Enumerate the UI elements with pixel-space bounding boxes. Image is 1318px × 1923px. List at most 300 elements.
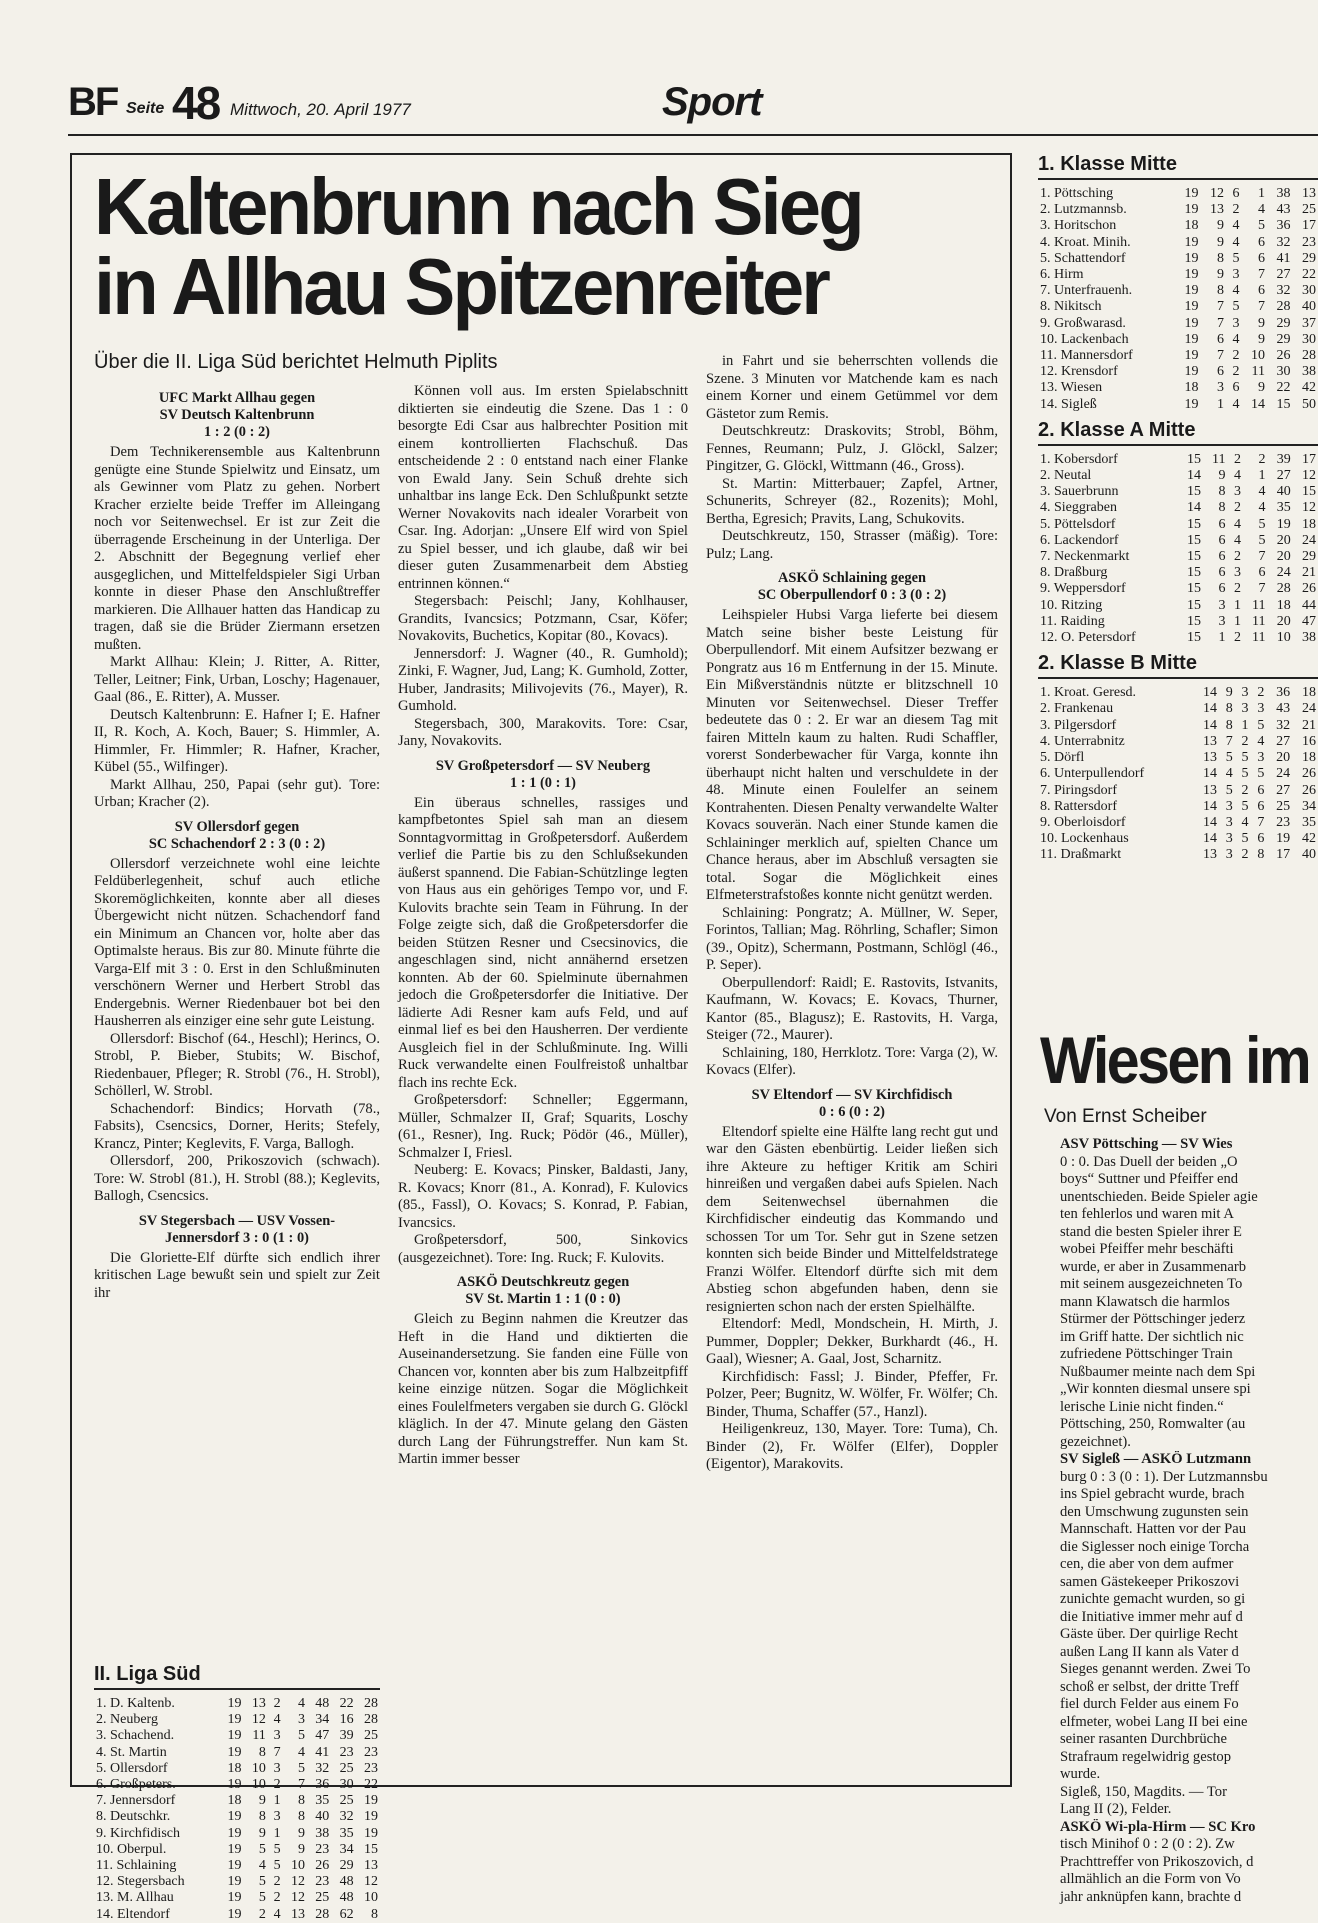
stat-cell: 7 bbox=[1258, 549, 1266, 565]
paragraph: Stegersbach, 300, Marakovits. Tore: Csar, Jany, Novakovits. bbox=[398, 715, 688, 749]
stat-cell: 3 bbox=[1232, 315, 1240, 331]
article2-line: ASV Pöttsching — SV Wies bbox=[1060, 1136, 1233, 1152]
stat-cell: 37 bbox=[1302, 315, 1316, 331]
table-row bbox=[1038, 718, 1318, 734]
stat-cell: 11 bbox=[1251, 630, 1266, 646]
stat-cell: 3 bbox=[1216, 380, 1224, 396]
stat-cell: 24 bbox=[1276, 565, 1291, 581]
stat-cell: 4 bbox=[1257, 202, 1265, 218]
article2-line: wurde. bbox=[1060, 1766, 1101, 1782]
stat-cell: 48 bbox=[315, 1696, 330, 1711]
team-name: 5. Schattendorf bbox=[1040, 250, 1126, 266]
table-row bbox=[1038, 380, 1318, 396]
stat-cell: 2 bbox=[1258, 451, 1266, 467]
stat-cell: 5 bbox=[1258, 532, 1266, 548]
article2-line: samen Gästekeeper Prikoszovi bbox=[1060, 1573, 1240, 1590]
stat-cell: 62 bbox=[339, 1906, 354, 1922]
stat-cell: 2 bbox=[1233, 451, 1241, 467]
paragraph: Kirchfidisch: Fassl; J. Binder, Pfeffer, Fr. Polzer, Peer; Bugnitz, W. Wölfer, Fr. Wölfer; Ch. Binder, Thuma, Schaffer (57., Hanzl). bbox=[706, 1368, 998, 1420]
article2-headline: Wiesen im bbox=[1040, 1023, 1309, 1097]
table-row bbox=[1038, 685, 1318, 701]
stat-cell: 19 bbox=[227, 1890, 242, 1906]
article2-line: ten fehlerlos und waren mit A bbox=[1060, 1206, 1234, 1222]
stat-cell: 6 bbox=[1257, 283, 1265, 299]
stat-cell: 5 bbox=[1241, 831, 1249, 847]
page-header bbox=[68, 76, 1318, 136]
stat-cell: 19 bbox=[1184, 202, 1199, 218]
stat-cell: 21 bbox=[1302, 565, 1316, 581]
stat-cell: 3 bbox=[1233, 565, 1241, 581]
stat-cell: 3 bbox=[1257, 701, 1265, 717]
stat-cell: 12 bbox=[1302, 468, 1316, 484]
stat-cell: 18 bbox=[1302, 685, 1316, 701]
brand-logo: BF bbox=[68, 80, 118, 124]
match-heading-line: SV Großpetersdorf — SV Neuberg bbox=[435, 757, 651, 774]
stat-cell: 26 bbox=[1302, 782, 1316, 798]
article2-line: außen Lang II kann als Vater d bbox=[1060, 1643, 1239, 1660]
article2-line: im Griff hatte. Der sichtlich nic bbox=[1060, 1328, 1244, 1345]
stat-cell: 19 bbox=[227, 1728, 242, 1744]
stat-cell: 35 bbox=[1302, 814, 1316, 830]
paragraph: Jennersdorf: J. Wagner (40., R. Gumhold); Zinki, F. Wagner, Jud, Lang; K. Gumhold, Zotter, Huber, Jandrasits; Milivojevits (76., Mayer), R. Gumhold. bbox=[398, 645, 688, 714]
table-row bbox=[1038, 364, 1318, 380]
table-row bbox=[1038, 815, 1318, 831]
team-name: 9. Kirchfidisch bbox=[96, 1825, 180, 1841]
stat-cell: 18 bbox=[1184, 380, 1199, 396]
stat-cell: 15 bbox=[1187, 597, 1201, 613]
team-name: 12. O. Petersdorf bbox=[1040, 630, 1136, 646]
stat-cell: 4 bbox=[297, 1696, 305, 1711]
table-row bbox=[1038, 831, 1318, 847]
stat-cell: 40 bbox=[1302, 299, 1316, 315]
stat-cell: 19 bbox=[1184, 331, 1199, 347]
paragraph: Deutschkreutz, 150, Strasser (mäßig). Tore: Pulz; Lang. bbox=[706, 528, 998, 562]
team-name: 4. Kroat. Minih. bbox=[1040, 234, 1131, 250]
team-name: 1. Kroat. Geresd. bbox=[1040, 685, 1137, 701]
stat-cell: 6 bbox=[1257, 234, 1265, 250]
stat-cell: 6 bbox=[1232, 186, 1240, 201]
stat-cell: 19 bbox=[227, 1858, 242, 1874]
team-name: 2. Neuberg bbox=[96, 1712, 158, 1728]
paragraph: Schachendorf: Bindics; Horvath (78., Fabsits), Csencsics, Dorner, Herits; Stefely, Krancz, Pinter; Keglevits, F. Varga, Ballogh. bbox=[94, 1100, 380, 1152]
paragraph: Neuberg: E. Kovacs; Pinsker, Baldasti, Jany, R. Kovacs; Knorr (81., A. Konrad), F. Kulovics (85., Fassl), O. Kovacs; S. Konrad, P. Fabian, Ivancsics. bbox=[398, 1162, 688, 1231]
stat-cell: 5 bbox=[1232, 299, 1240, 315]
stat-cell: 27 bbox=[1276, 733, 1291, 749]
stat-cell: 7 bbox=[1258, 581, 1266, 597]
liga-standings bbox=[94, 1696, 380, 1923]
stat-cell: 1 bbox=[273, 1825, 281, 1841]
stat-cell: 6 bbox=[1258, 565, 1266, 581]
stat-cell: 32 bbox=[1276, 234, 1291, 250]
table-row bbox=[94, 1696, 380, 1712]
article2-line: ins Spiel gebracht wurde, brach bbox=[1060, 1486, 1245, 1502]
klasse-b-title: 2. Klasse B Mitte bbox=[1038, 652, 1318, 679]
stat-cell: 5 bbox=[258, 1890, 266, 1906]
team-name: 10. Lockenhaus bbox=[1040, 831, 1129, 847]
stat-cell: 2 bbox=[1257, 685, 1265, 701]
team-name: 10. Oberpul. bbox=[96, 1841, 167, 1857]
stat-cell: 3 bbox=[1225, 847, 1233, 863]
klasse-a-standings bbox=[1038, 452, 1318, 646]
article2-line: zufriedene Pöttschinger Train bbox=[1060, 1346, 1233, 1362]
paragraph: Dem Technikerensemble aus Kaltenbrunn genügte eine Stunde Spielwitz und Einsatz, um als Gewinner vom Platz zu gehen. Norbert Kracher erzielte beide Treffer im Alleingang noch vor Seitenwechsel. Er ist zur Zeit die überragende Erscheinung in der Unterliga. Der 2. Abschnitt der Begegnung verlief eher ausgeglichen, und Mittelfeldspieler Sigi Urban konnte in dieser Phase den Anschlußtreffer markieren. Die Allhauer hatten das Handicap zu tragen, daß sie die Brüder Ziermann ersetzen mußten. bbox=[94, 444, 380, 653]
stat-cell: 25 bbox=[339, 1793, 354, 1809]
stat-cell: 18 bbox=[227, 1760, 242, 1776]
stat-cell: 43 bbox=[1276, 202, 1291, 218]
stat-cell: 14 bbox=[1203, 766, 1218, 782]
stat-cell: 5 bbox=[1258, 516, 1266, 532]
team-name: 5. Dörfl bbox=[1040, 750, 1085, 766]
stat-cell: 32 bbox=[1276, 717, 1291, 733]
stat-cell: 9 bbox=[1225, 685, 1233, 701]
table-row bbox=[94, 1745, 380, 1761]
stat-cell: 2 bbox=[273, 1874, 281, 1890]
stat-cell: 4 bbox=[1232, 331, 1240, 347]
article2-line: ASKÖ Wi-pla-Hirm — SC Kro bbox=[1060, 1818, 1256, 1835]
stat-cell: 24 bbox=[1302, 532, 1316, 548]
stat-cell: 15 bbox=[1187, 630, 1201, 646]
article2-line: Mannschaft. Hatten vor der Pau bbox=[1060, 1521, 1247, 1537]
stat-cell: 36 bbox=[1276, 685, 1291, 701]
stat-cell: 35 bbox=[315, 1793, 330, 1809]
stat-cell: 6 bbox=[1218, 516, 1226, 532]
page-label: Seite bbox=[126, 100, 165, 117]
stat-cell: 19 bbox=[227, 1841, 242, 1857]
paragraph: St. Martin: Mitterbauer; Zapfel, Artner, Schunerits, Schreyer (82., Rozenits); Mohl, Bertha, Egresich; Pravits, Lang, Schukovits. bbox=[706, 475, 998, 527]
stat-cell: 6 bbox=[1218, 565, 1226, 581]
match-heading-line: UFC Markt Allhau gegen bbox=[158, 390, 316, 406]
stat-cell: 9 bbox=[1216, 234, 1224, 250]
stat-cell: 18 bbox=[1276, 597, 1291, 613]
article2-line: boys“ Suttner und Pfeiffer end bbox=[1060, 1171, 1239, 1187]
stat-cell: 13 bbox=[364, 1858, 378, 1874]
table-row bbox=[94, 1712, 380, 1728]
stat-cell: 13 bbox=[251, 1696, 266, 1711]
table-row bbox=[1038, 283, 1318, 299]
stat-cell: 3 bbox=[1233, 484, 1241, 500]
stat-cell: 3 bbox=[273, 1728, 281, 1744]
stat-cell: 38 bbox=[315, 1825, 330, 1841]
stat-cell: 12 bbox=[290, 1874, 305, 1890]
stat-cell: 21 bbox=[1302, 717, 1316, 733]
stat-cell: 19 bbox=[1184, 299, 1199, 315]
match-heading-line: SV Eltendorf — SV Kirchfidisch bbox=[751, 1086, 953, 1103]
paragraph: Schlaining: Pongratz; A. Müllner, W. Seper, Forintos, Tallian; Mag. Röhrling, Schafler; Simon (39., Opitz), Schermann, Postmann, Schlögl (46., P. Seper). bbox=[706, 904, 998, 973]
table-row bbox=[1038, 750, 1318, 766]
stat-cell: 13 bbox=[1203, 750, 1218, 766]
article2-line: lerische Linie nicht finden.“ bbox=[1060, 1398, 1224, 1415]
match-heading bbox=[398, 758, 688, 792]
match-heading-line: SV Stegersbach — USV Vossen- bbox=[138, 1212, 336, 1229]
match-heading-line: 1 : 2 (0 : 2) bbox=[204, 424, 270, 440]
stat-cell: 7 bbox=[1225, 733, 1233, 749]
stat-cell: 2 bbox=[1232, 202, 1240, 218]
stat-cell: 14 bbox=[1250, 396, 1265, 412]
stat-cell: 8 bbox=[1257, 847, 1265, 863]
stat-cell: 3 bbox=[273, 1809, 281, 1825]
article2-line: Sigleß, 150, Magdits. — Tor bbox=[1060, 1783, 1227, 1800]
stat-cell: 9 bbox=[258, 1825, 266, 1841]
team-name: 14. Eltendorf bbox=[96, 1906, 170, 1922]
stat-cell: 19 bbox=[227, 1809, 242, 1825]
stat-cell: 23 bbox=[364, 1760, 378, 1776]
stat-cell: 15 bbox=[1302, 484, 1316, 500]
table-row bbox=[1038, 533, 1318, 549]
stat-cell: 6 bbox=[1232, 380, 1240, 396]
stat-cell: 11 bbox=[1251, 364, 1265, 380]
klasse-b bbox=[1038, 652, 1318, 863]
stat-cell: 9 bbox=[297, 1841, 305, 1857]
article2-line: unentschieden. Beide Spieler agie bbox=[1060, 1188, 1258, 1205]
stat-cell: 19 bbox=[1276, 516, 1291, 532]
table-row bbox=[1038, 332, 1318, 348]
stat-cell: 9 bbox=[1216, 267, 1224, 283]
stat-cell: 17 bbox=[1302, 218, 1316, 234]
team-name: 9. Oberloisdorf bbox=[1040, 814, 1126, 830]
headline-line-1: Kaltenbrunn nach Sieg bbox=[94, 162, 862, 251]
article2-line: cen, die aber von dem aufmer bbox=[1060, 1556, 1234, 1572]
stat-cell: 16 bbox=[339, 1712, 354, 1728]
team-name: 13. Wiesen bbox=[1040, 380, 1103, 396]
stat-cell: 41 bbox=[315, 1744, 330, 1760]
stat-cell: 38 bbox=[1276, 186, 1291, 201]
stat-cell: 15 bbox=[364, 1841, 378, 1857]
paragraph: Eltendorf: Medl, Mondschein, H. Mirth, J. Pummer, Doppler; Dekker, Burkhardt (46., H. Gaal), Wiesner; A. Gaal, Jost, Scharnitz. bbox=[706, 1316, 998, 1367]
team-name: 3. Pilgersdorf bbox=[1040, 717, 1117, 733]
match-heading-line: SV Deutsch Kaltenbrunn bbox=[159, 407, 315, 423]
stat-cell: 14 bbox=[1203, 717, 1218, 733]
stat-cell: 4 bbox=[1232, 218, 1240, 234]
stat-cell: 5 bbox=[1257, 766, 1265, 782]
article2-line: Strafraum regelwidrig gestop bbox=[1060, 1748, 1232, 1765]
stat-cell: 3 bbox=[1218, 613, 1226, 629]
stat-cell: 6 bbox=[1218, 549, 1226, 565]
stat-cell: 7 bbox=[1257, 299, 1265, 315]
stat-cell: 6 bbox=[1218, 532, 1226, 548]
stat-cell: 26 bbox=[1276, 348, 1291, 364]
article2-line: SV Sigleß — ASKÖ Lutzmann bbox=[1060, 1451, 1252, 1467]
stat-cell: 19 bbox=[1184, 348, 1199, 364]
table-row bbox=[1038, 598, 1318, 614]
stat-cell: 32 bbox=[339, 1809, 354, 1825]
table-row bbox=[1038, 701, 1318, 717]
stat-cell: 2 bbox=[1233, 581, 1241, 597]
team-name: 5. Ollersdorf bbox=[96, 1760, 168, 1776]
paragraph: Großpetersdorf, 500, Sinkovics (ausgezeichnet). Tore: Ing. Ruck; F. Kulovits. bbox=[398, 1232, 688, 1266]
table-row bbox=[1038, 484, 1318, 500]
stat-cell: 19 bbox=[364, 1809, 378, 1825]
team-name: 8. Deutschkr. bbox=[96, 1809, 171, 1825]
stat-cell: 14 bbox=[1203, 831, 1218, 847]
team-name: 4. Sieggraben bbox=[1040, 500, 1117, 516]
stat-cell: 19 bbox=[364, 1825, 378, 1841]
stat-cell: 23 bbox=[364, 1744, 378, 1760]
stat-cell: 22 bbox=[339, 1696, 354, 1711]
table-row bbox=[94, 1907, 380, 1923]
article-column-1 bbox=[94, 383, 380, 1302]
stat-cell: 48 bbox=[339, 1890, 354, 1906]
stat-cell: 23 bbox=[315, 1841, 330, 1857]
stat-cell: 20 bbox=[1276, 750, 1291, 766]
table-row bbox=[94, 1858, 380, 1874]
team-name: 9. Weppersdorf bbox=[1040, 581, 1126, 597]
stat-cell: 8 bbox=[1218, 484, 1226, 500]
stat-cell: 14 bbox=[1187, 500, 1201, 516]
stat-cell: 6 bbox=[1257, 798, 1265, 814]
team-name: 11. Mannersdorf bbox=[1040, 348, 1133, 364]
stat-cell: 2 bbox=[1241, 847, 1249, 863]
match-heading bbox=[94, 390, 380, 441]
klasse-mitte bbox=[1038, 153, 1318, 413]
stat-cell: 19 bbox=[1276, 831, 1291, 847]
stat-cell: 4 bbox=[273, 1906, 281, 1922]
stat-cell: 3 bbox=[1241, 685, 1249, 701]
stat-cell: 16 bbox=[1302, 733, 1316, 749]
table-row bbox=[1038, 397, 1318, 413]
team-name: 2. Frankenau bbox=[1040, 701, 1114, 717]
klasse-a bbox=[1038, 419, 1318, 646]
stat-cell: 34 bbox=[1302, 798, 1316, 814]
team-name: 2. Neutal bbox=[1040, 468, 1092, 484]
stat-cell: 30 bbox=[1302, 331, 1316, 347]
stat-cell: 36 bbox=[315, 1777, 330, 1793]
table-row bbox=[94, 1761, 380, 1777]
stat-cell: 19 bbox=[1184, 186, 1199, 201]
match-heading-line: SC Oberpullendorf 0 : 3 (0 : 2) bbox=[757, 587, 947, 603]
stat-cell: 5 bbox=[1257, 218, 1265, 234]
article2-line: wobei Pfeiffer mehr beschäfti bbox=[1060, 1241, 1234, 1257]
stat-cell: 42 bbox=[1302, 831, 1316, 847]
stat-cell: 23 bbox=[1276, 814, 1291, 830]
paragraph: Heiligenkreuz, 130, Mayer. Tore: Tuma), Ch. Binder (2), Fr. Wölfer (Elfer), Doppler (Eigentor), Marakovits. bbox=[706, 1421, 998, 1472]
stat-cell: 19 bbox=[1184, 250, 1199, 266]
article2-line: die Initiative immer mehr auf d bbox=[1060, 1608, 1243, 1625]
stat-cell: 5 bbox=[297, 1760, 305, 1776]
team-name: 11. Schlaining bbox=[96, 1858, 177, 1874]
stat-cell: 3 bbox=[297, 1712, 305, 1728]
stat-cell: 4 bbox=[1233, 532, 1241, 548]
team-name: 13. M. Allhau bbox=[96, 1890, 174, 1906]
stat-cell: 40 bbox=[315, 1809, 330, 1825]
table-row bbox=[1038, 500, 1318, 516]
klasse-mitte-title: 1. Klasse Mitte bbox=[1038, 153, 1318, 180]
stat-cell: 25 bbox=[1276, 798, 1291, 814]
article2-line: 0 : 0. Das Duell der beiden „O bbox=[1060, 1153, 1238, 1170]
paragraph: Gleich zu Beginn nahmen die Kreutzer das Heft in die Hand und diktierten die Auseinandersetzung. Sie fanden eine Fülle von Chancen vor, konnten aber bis zum Halbzeitpfiff keine einzige nützen. Sogar die Möglichkeit eines Foulelfmeters vergaben sie durch G. Glöckl kläglich. In der 47. Minute gelang den Gästen durch Lang der Führungstreffer. Nun kam St. Martin immer besser bbox=[398, 1311, 688, 1467]
stat-cell: 12 bbox=[251, 1712, 266, 1728]
paragraph: Markt Allhau, 250, Papai (sehr gut). Tore: Urban; Kracher (2). bbox=[94, 776, 380, 810]
stat-cell: 15 bbox=[1187, 484, 1201, 500]
stat-cell: 47 bbox=[315, 1728, 330, 1744]
stat-cell: 10 bbox=[364, 1890, 378, 1906]
article2-line: allmählich an die Form von Vo bbox=[1060, 1871, 1241, 1887]
article2-line: elfmeter, wobei Lang II bei eine bbox=[1060, 1713, 1248, 1730]
headline-line-2: in Allhau Spitzenreiter bbox=[94, 242, 828, 331]
team-name: 6. Lackendorf bbox=[1040, 532, 1119, 548]
stat-cell: 22 bbox=[364, 1777, 378, 1793]
table-row bbox=[1038, 251, 1318, 267]
stat-cell: 38 bbox=[1302, 630, 1316, 646]
stat-cell: 48 bbox=[339, 1874, 354, 1890]
stat-cell: 2 bbox=[258, 1906, 266, 1922]
stat-cell: 6 bbox=[1218, 581, 1226, 597]
team-name: 1. Kobersdorf bbox=[1040, 451, 1118, 467]
table-row bbox=[1038, 847, 1318, 863]
stat-cell: 20 bbox=[1276, 532, 1291, 548]
stat-cell: 25 bbox=[315, 1890, 330, 1906]
stat-cell: 2 bbox=[1233, 630, 1241, 646]
paragraph: Ollersdorf, 200, Prikoszovich (schwach). Tore: W. Strobl (81.), H. Strobl (88.); Keglevits, Ballogh, Csencsics. bbox=[94, 1153, 380, 1204]
stat-cell: 8 bbox=[258, 1744, 266, 1760]
stat-cell: 41 bbox=[1276, 250, 1291, 266]
table-row bbox=[1038, 517, 1318, 533]
stat-cell: 30 bbox=[1302, 283, 1316, 299]
stat-cell: 19 bbox=[227, 1825, 242, 1841]
stat-cell: 32 bbox=[1276, 283, 1291, 299]
stat-cell: 10 bbox=[251, 1760, 266, 1776]
article2-line: Lang II (2), Felder. bbox=[1060, 1801, 1172, 1817]
stat-cell: 2 bbox=[1232, 348, 1240, 364]
issue-date: Mittwoch, 20. April 1977 bbox=[230, 100, 411, 119]
table-row bbox=[94, 1826, 380, 1842]
team-name: 8. Rattersdorf bbox=[1040, 798, 1117, 814]
team-name: 10. Lackenbach bbox=[1040, 331, 1129, 347]
article2-line: gezeichnet). bbox=[1060, 1433, 1131, 1450]
article2-line: die Siglesser noch einige Torcha bbox=[1060, 1538, 1250, 1555]
table-row bbox=[1038, 565, 1318, 581]
stat-cell: 6 bbox=[1257, 831, 1265, 847]
stat-cell: 7 bbox=[273, 1744, 281, 1760]
stat-cell: 28 bbox=[1302, 348, 1316, 364]
stat-cell: 8 bbox=[1216, 283, 1224, 299]
team-name: 8. Nikitsch bbox=[1040, 299, 1102, 315]
article2-line: burg 0 : 3 (0 : 1). Der Lutzmannsbu bbox=[1060, 1468, 1268, 1485]
team-name: 12. Krensdorf bbox=[1040, 364, 1118, 380]
stat-cell: 1 bbox=[1233, 597, 1241, 613]
stat-cell: 4 bbox=[1258, 484, 1266, 500]
stat-cell: 14 bbox=[1187, 468, 1201, 484]
article2-text bbox=[1044, 1136, 1318, 1906]
stat-cell: 2 bbox=[1232, 364, 1240, 380]
stat-cell: 5 bbox=[273, 1858, 281, 1874]
stat-cell: 13 bbox=[1302, 186, 1316, 201]
article2-line: Nußbaumer meinte nach dem Spi bbox=[1060, 1363, 1256, 1380]
table-row bbox=[94, 1728, 380, 1744]
stat-cell: 15 bbox=[1276, 396, 1291, 412]
paragraph: Leihspieler Hubsi Varga lieferte bei diesem Match seine bisher beste Leistung für Oberpullendorf. Mit einem Aufsitzer bezwang er Pongratz aus 16 m Entfernung in der 15. Minute. Ein Mißverständnis nützte er blitzschnell 10 Minuten vor Seitenwechsel. Dieser Treffer bedeutete das 0 : 2. Er war an diesem Tag mit fairen Mitteln kaum zu halten. Rudi Schaffler, vorerst Sonderbewacher für Varga, konnte ihn überhaupt nicht halten und verschuldete in der 48. Minute einen Foulelfer an seinem Kontrahenten. Diesen Penalty verwandelte Walter Kovacs souverän. Nach einer Stunde kamen die Schlaininger merklich auf, spielten Chance um Chance heraus, aber im Abschluß versagten sie total. Sogar die Möglichkeit eines Elfmeterstrafstoßes konnte nicht genützt werden. bbox=[706, 607, 998, 903]
stat-cell: 3 bbox=[1225, 798, 1233, 814]
stat-cell: 11 bbox=[1212, 451, 1226, 467]
stat-cell: 4 bbox=[1233, 468, 1241, 484]
stat-cell: 3 bbox=[1257, 750, 1265, 766]
stat-cell: 6 bbox=[1216, 331, 1224, 347]
stat-cell: 13 bbox=[1203, 847, 1218, 863]
stat-cell: 8 bbox=[1216, 250, 1224, 266]
table-row bbox=[1038, 581, 1318, 597]
stat-cell: 25 bbox=[364, 1728, 378, 1744]
stat-cell: 5 bbox=[1225, 782, 1233, 798]
stat-cell: 18 bbox=[1302, 750, 1316, 766]
stat-cell: 20 bbox=[1276, 613, 1291, 629]
stat-cell: 5 bbox=[258, 1874, 266, 1890]
stat-cell: 12 bbox=[1209, 186, 1224, 201]
page-number: 48 bbox=[172, 77, 220, 129]
paragraph: in Fahrt und sie beherrschten vollends die Szene. 3 Minuten vor Matchende kam es nach einem Korner und einem Getümmel vor dem Gästetor zum Remis. bbox=[706, 353, 998, 422]
team-name: 4. St. Martin bbox=[96, 1744, 167, 1760]
stat-cell: 15 bbox=[1187, 451, 1201, 467]
table-row bbox=[1038, 766, 1318, 782]
stat-cell: 4 bbox=[1225, 766, 1233, 782]
